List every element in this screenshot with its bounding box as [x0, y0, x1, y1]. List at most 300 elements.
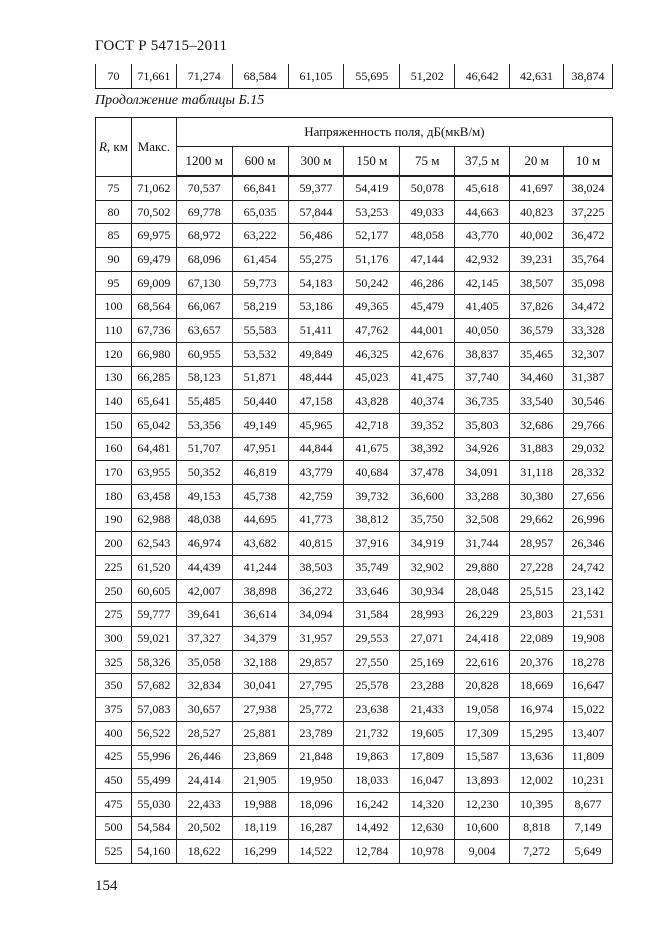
distance-cell: 90 — [96, 248, 132, 272]
value-cell: 37,740 — [455, 366, 510, 390]
value-cell: 8,677 — [564, 792, 613, 816]
value-cell: 58,123 — [176, 366, 232, 390]
value-cell: 44,001 — [400, 319, 455, 343]
value-cell: 7,149 — [564, 816, 613, 840]
value-cell: 21,531 — [564, 603, 613, 627]
value-cell: 19,058 — [455, 698, 510, 722]
column-header-height: 1200 м — [176, 147, 232, 177]
value-cell: 60,605 — [131, 579, 176, 603]
value-cell: 12,784 — [344, 840, 400, 864]
prev-row-cell: 70 — [96, 64, 132, 89]
distance-cell: 375 — [96, 698, 132, 722]
value-cell: 39,231 — [510, 248, 564, 272]
table-row — [96, 816, 613, 840]
value-cell: 49,849 — [288, 342, 344, 366]
document-header: ГОСТ Р 54715–2011 — [95, 38, 228, 54]
distance-cell: 475 — [96, 792, 132, 816]
value-cell: 14,522 — [288, 840, 344, 864]
prev-row-cell: 38,874 — [563, 64, 612, 89]
value-cell: 46,325 — [344, 342, 400, 366]
value-cell: 29,662 — [510, 508, 564, 532]
value-cell: 45,023 — [344, 366, 400, 390]
distance-cell: 250 — [96, 579, 132, 603]
column-header-height: 75 м — [400, 147, 455, 177]
value-cell: 22,616 — [455, 650, 510, 674]
value-cell: 29,880 — [455, 556, 510, 580]
value-cell: 38,503 — [288, 556, 344, 580]
value-cell: 18,033 — [344, 769, 400, 793]
value-cell: 49,033 — [400, 200, 455, 224]
value-cell: 27,795 — [288, 674, 344, 698]
value-cell: 40,815 — [288, 532, 344, 556]
value-cell: 18,096 — [288, 792, 344, 816]
value-cell: 28,527 — [176, 721, 232, 745]
value-cell: 43,828 — [344, 390, 400, 414]
value-cell: 19,605 — [400, 721, 455, 745]
prev-row-cell: 71,661 — [131, 64, 176, 89]
table-row — [96, 390, 613, 414]
value-cell: 36,472 — [564, 224, 613, 248]
value-cell: 27,550 — [344, 650, 400, 674]
value-cell: 37,826 — [510, 295, 564, 319]
value-cell: 40,374 — [400, 390, 455, 414]
value-cell: 35,058 — [176, 650, 232, 674]
table-row — [96, 437, 613, 461]
value-cell: 37,916 — [344, 532, 400, 556]
value-cell: 49,149 — [232, 413, 288, 437]
value-cell: 35,803 — [455, 413, 510, 437]
value-cell: 43,770 — [455, 224, 510, 248]
value-cell: 47,762 — [344, 319, 400, 343]
value-cell: 46,819 — [232, 461, 288, 485]
value-cell: 50,078 — [400, 176, 455, 200]
value-cell: 63,222 — [232, 224, 288, 248]
table-row — [96, 319, 613, 343]
value-cell: 35,465 — [510, 342, 564, 366]
value-cell: 21,433 — [400, 698, 455, 722]
value-cell: 38,024 — [564, 176, 613, 200]
table-row — [96, 721, 613, 745]
distance-cell: 225 — [96, 556, 132, 580]
value-cell: 27,656 — [564, 484, 613, 508]
value-cell: 22,433 — [176, 792, 232, 816]
value-cell: 10,231 — [564, 769, 613, 793]
value-cell: 66,841 — [232, 176, 288, 200]
value-cell: 54,584 — [131, 816, 176, 840]
value-cell: 38,507 — [510, 271, 564, 295]
value-cell: 28,993 — [400, 603, 455, 627]
value-cell: 37,225 — [564, 200, 613, 224]
value-cell: 35,750 — [400, 508, 455, 532]
value-cell: 41,475 — [400, 366, 455, 390]
table-row — [96, 295, 613, 319]
value-cell: 51,176 — [344, 248, 400, 272]
value-cell: 51,871 — [232, 366, 288, 390]
value-cell: 53,532 — [232, 342, 288, 366]
value-cell: 9,004 — [455, 840, 510, 864]
value-cell: 15,587 — [455, 745, 510, 769]
value-cell: 54,160 — [131, 840, 176, 864]
value-cell: 30,657 — [176, 698, 232, 722]
value-cell: 45,618 — [455, 176, 510, 200]
prev-row-cell: 42,631 — [510, 64, 564, 89]
value-cell: 34,472 — [564, 295, 613, 319]
value-cell: 28,957 — [510, 532, 564, 556]
table-row — [96, 366, 613, 390]
value-cell: 17,809 — [400, 745, 455, 769]
value-cell: 41,697 — [510, 176, 564, 200]
value-cell: 13,893 — [455, 769, 510, 793]
value-cell: 29,766 — [564, 413, 613, 437]
value-cell: 15,295 — [510, 721, 564, 745]
value-cell: 60,955 — [176, 342, 232, 366]
value-cell: 53,186 — [288, 295, 344, 319]
value-cell: 55,583 — [232, 319, 288, 343]
value-cell: 58,326 — [131, 650, 176, 674]
value-cell: 14,492 — [344, 816, 400, 840]
value-cell: 55,030 — [131, 792, 176, 816]
value-cell: 12,230 — [455, 792, 510, 816]
value-cell: 55,996 — [131, 745, 176, 769]
value-cell: 42,676 — [400, 342, 455, 366]
value-cell: 41,773 — [288, 508, 344, 532]
value-cell: 34,379 — [232, 627, 288, 651]
value-cell: 71,062 — [131, 176, 176, 200]
value-cell: 48,038 — [176, 508, 232, 532]
table-row — [96, 461, 613, 485]
table-row — [96, 532, 613, 556]
value-cell: 55,275 — [288, 248, 344, 272]
value-cell: 31,387 — [564, 366, 613, 390]
value-cell: 26,996 — [564, 508, 613, 532]
value-cell: 38,898 — [232, 579, 288, 603]
value-cell: 37,327 — [176, 627, 232, 651]
value-cell: 13,407 — [564, 721, 613, 745]
value-cell: 66,285 — [131, 366, 176, 390]
table-caption: Продолжение таблицы Б.15 — [95, 93, 265, 108]
value-cell: 29,857 — [288, 650, 344, 674]
value-cell: 67,736 — [131, 319, 176, 343]
value-cell: 66,980 — [131, 342, 176, 366]
value-cell: 63,955 — [131, 461, 176, 485]
value-cell: 34,926 — [455, 437, 510, 461]
distance-cell: 95 — [96, 271, 132, 295]
value-cell: 25,169 — [400, 650, 455, 674]
value-cell: 33,288 — [455, 484, 510, 508]
distance-cell: 500 — [96, 816, 132, 840]
value-cell: 40,684 — [344, 461, 400, 485]
value-cell: 37,478 — [400, 461, 455, 485]
value-cell: 11,809 — [564, 745, 613, 769]
table-row — [96, 650, 613, 674]
distance-cell: 190 — [96, 508, 132, 532]
value-cell: 57,083 — [131, 698, 176, 722]
value-cell: 59,777 — [131, 603, 176, 627]
value-cell: 68,972 — [176, 224, 232, 248]
prev-row-cell: 68,584 — [232, 64, 288, 89]
value-cell: 31,957 — [288, 627, 344, 651]
data-table — [95, 117, 613, 864]
value-cell: 59,377 — [288, 176, 344, 200]
value-cell: 33,328 — [564, 319, 613, 343]
value-cell: 27,228 — [510, 556, 564, 580]
value-cell: 66,067 — [176, 295, 232, 319]
value-cell: 26,229 — [455, 603, 510, 627]
value-cell: 32,834 — [176, 674, 232, 698]
table-row — [96, 627, 613, 651]
value-cell: 12,002 — [510, 769, 564, 793]
value-cell: 30,041 — [232, 674, 288, 698]
value-cell: 48,058 — [400, 224, 455, 248]
distance-cell: 100 — [96, 295, 132, 319]
value-cell: 64,481 — [131, 437, 176, 461]
value-cell: 24,742 — [564, 556, 613, 580]
value-cell: 54,183 — [288, 271, 344, 295]
value-cell: 5,649 — [564, 840, 613, 864]
table-row — [96, 579, 613, 603]
value-cell: 25,515 — [510, 579, 564, 603]
value-cell: 30,934 — [400, 579, 455, 603]
value-cell: 16,287 — [288, 816, 344, 840]
value-cell: 10,978 — [400, 840, 455, 864]
value-cell: 36,579 — [510, 319, 564, 343]
table-row — [96, 745, 613, 769]
distance-cell: 300 — [96, 627, 132, 651]
distance-cell: 75 — [96, 176, 132, 200]
distance-cell: 160 — [96, 437, 132, 461]
value-cell: 16,047 — [400, 769, 455, 793]
value-cell: 18,119 — [232, 816, 288, 840]
value-cell: 68,096 — [176, 248, 232, 272]
value-cell: 45,965 — [288, 413, 344, 437]
distance-cell: 150 — [96, 413, 132, 437]
value-cell: 42,759 — [288, 484, 344, 508]
value-cell: 43,779 — [288, 461, 344, 485]
column-header-distance: R, км — [96, 118, 132, 177]
value-cell: 24,414 — [176, 769, 232, 793]
prev-row-cell: 61,105 — [288, 64, 344, 89]
value-cell: 35,098 — [564, 271, 613, 295]
value-cell: 30,380 — [510, 484, 564, 508]
value-cell: 32,508 — [455, 508, 510, 532]
value-cell: 47,158 — [288, 390, 344, 414]
value-cell: 19,908 — [564, 627, 613, 651]
value-cell: 19,988 — [232, 792, 288, 816]
table-row — [96, 176, 613, 200]
value-cell: 17,309 — [455, 721, 510, 745]
value-cell: 53,253 — [344, 200, 400, 224]
value-cell: 55,499 — [131, 769, 176, 793]
table-row — [96, 674, 613, 698]
value-cell: 25,578 — [344, 674, 400, 698]
value-cell: 31,118 — [510, 461, 564, 485]
value-cell: 69,479 — [131, 248, 176, 272]
table-row — [96, 484, 613, 508]
value-cell: 14,320 — [400, 792, 455, 816]
value-cell: 8,818 — [510, 816, 564, 840]
value-cell: 41,675 — [344, 437, 400, 461]
column-header-height: 300 м — [288, 147, 344, 177]
value-cell: 16,974 — [510, 698, 564, 722]
value-cell: 29,032 — [564, 437, 613, 461]
value-cell: 28,332 — [564, 461, 613, 485]
value-cell: 34,091 — [455, 461, 510, 485]
value-cell: 52,177 — [344, 224, 400, 248]
value-cell: 22,089 — [510, 627, 564, 651]
value-cell: 13,636 — [510, 745, 564, 769]
value-cell: 21,732 — [344, 721, 400, 745]
value-cell: 36,272 — [288, 579, 344, 603]
value-cell: 70,537 — [176, 176, 232, 200]
value-cell: 38,837 — [455, 342, 510, 366]
value-cell: 26,346 — [564, 532, 613, 556]
distance-cell: 425 — [96, 745, 132, 769]
value-cell: 33,540 — [510, 390, 564, 414]
distance-cell: 130 — [96, 366, 132, 390]
distance-cell: 450 — [96, 769, 132, 793]
value-cell: 50,440 — [232, 390, 288, 414]
value-cell: 24,418 — [455, 627, 510, 651]
table-row — [96, 556, 613, 580]
value-cell: 63,657 — [176, 319, 232, 343]
value-cell: 54,419 — [344, 176, 400, 200]
value-cell: 44,695 — [232, 508, 288, 532]
value-cell: 44,844 — [288, 437, 344, 461]
value-cell: 10,600 — [455, 816, 510, 840]
value-cell: 68,564 — [131, 295, 176, 319]
value-cell: 63,458 — [131, 484, 176, 508]
value-cell: 45,479 — [400, 295, 455, 319]
table-row — [96, 840, 613, 864]
value-cell: 58,219 — [232, 295, 288, 319]
value-cell: 40,050 — [455, 319, 510, 343]
value-cell: 49,365 — [344, 295, 400, 319]
value-cell: 25,881 — [232, 721, 288, 745]
value-cell: 53,356 — [176, 413, 232, 437]
value-cell: 59,773 — [232, 271, 288, 295]
table-row — [96, 200, 613, 224]
value-cell: 18,669 — [510, 674, 564, 698]
value-cell: 56,486 — [288, 224, 344, 248]
value-cell: 38,812 — [344, 508, 400, 532]
value-cell: 43,682 — [232, 532, 288, 556]
column-header-height: 37,5 м — [455, 147, 510, 177]
value-cell: 42,718 — [344, 413, 400, 437]
value-cell: 31,883 — [510, 437, 564, 461]
value-cell: 51,411 — [288, 319, 344, 343]
value-cell: 19,863 — [344, 745, 400, 769]
value-cell: 16,647 — [564, 674, 613, 698]
table-row — [96, 508, 613, 532]
value-cell: 42,007 — [176, 579, 232, 603]
column-header-height: 10 м — [564, 147, 613, 177]
value-cell: 42,932 — [455, 248, 510, 272]
value-cell: 31,584 — [344, 603, 400, 627]
column-header-height: 150 м — [344, 147, 400, 177]
value-cell: 36,600 — [400, 484, 455, 508]
table-row — [96, 271, 613, 295]
value-cell: 36,735 — [455, 390, 510, 414]
distance-cell: 110 — [96, 319, 132, 343]
value-cell: 39,732 — [344, 484, 400, 508]
value-cell: 10,395 — [510, 792, 564, 816]
value-cell: 34,919 — [400, 532, 455, 556]
value-cell: 16,299 — [232, 840, 288, 864]
value-cell: 20,376 — [510, 650, 564, 674]
table-row — [96, 769, 613, 793]
value-cell: 46,286 — [400, 271, 455, 295]
distance-cell: 400 — [96, 721, 132, 745]
value-cell: 21,905 — [232, 769, 288, 793]
value-cell: 30,546 — [564, 390, 613, 414]
page-number: 154 — [95, 878, 118, 894]
value-cell: 50,352 — [176, 461, 232, 485]
value-cell: 46,974 — [176, 532, 232, 556]
distance-cell: 200 — [96, 532, 132, 556]
value-cell: 15,022 — [564, 698, 613, 722]
distance-cell: 120 — [96, 342, 132, 366]
value-cell: 7,272 — [510, 840, 564, 864]
distance-cell: 180 — [96, 484, 132, 508]
value-cell: 57,844 — [288, 200, 344, 224]
value-cell: 41,405 — [455, 295, 510, 319]
value-cell: 26,446 — [176, 745, 232, 769]
value-cell: 69,009 — [131, 271, 176, 295]
value-cell: 35,764 — [564, 248, 613, 272]
value-cell: 34,460 — [510, 366, 564, 390]
value-cell: 25,772 — [288, 698, 344, 722]
value-cell: 27,938 — [232, 698, 288, 722]
distance-cell: 325 — [96, 650, 132, 674]
value-cell: 40,002 — [510, 224, 564, 248]
table-row — [96, 413, 613, 437]
value-cell: 51,707 — [176, 437, 232, 461]
value-cell: 19,950 — [288, 769, 344, 793]
value-cell: 29,553 — [344, 627, 400, 651]
value-cell: 42,145 — [455, 271, 510, 295]
value-cell: 61,520 — [131, 556, 176, 580]
value-cell: 20,828 — [455, 674, 510, 698]
column-header-height: 600 м — [232, 147, 288, 177]
value-cell: 23,789 — [288, 721, 344, 745]
value-cell: 67,130 — [176, 271, 232, 295]
column-group-header: Напряженность поля, дБ(мкВ/м) — [176, 118, 612, 147]
value-cell: 44,439 — [176, 556, 232, 580]
value-cell: 35,749 — [344, 556, 400, 580]
distance-cell: 275 — [96, 603, 132, 627]
distance-cell: 350 — [96, 674, 132, 698]
value-cell: 23,288 — [400, 674, 455, 698]
table-row — [96, 698, 613, 722]
distance-cell: 170 — [96, 461, 132, 485]
value-cell: 23,638 — [344, 698, 400, 722]
value-cell: 39,352 — [400, 413, 455, 437]
value-cell: 47,144 — [400, 248, 455, 272]
value-cell: 61,454 — [232, 248, 288, 272]
value-cell: 57,682 — [131, 674, 176, 698]
value-cell: 23,803 — [510, 603, 564, 627]
value-cell: 18,278 — [564, 650, 613, 674]
table-row — [96, 342, 613, 366]
table-row — [96, 603, 613, 627]
value-cell: 56,522 — [131, 721, 176, 745]
value-cell: 65,042 — [131, 413, 176, 437]
value-cell: 49,153 — [176, 484, 232, 508]
value-cell: 65,035 — [232, 200, 288, 224]
distance-cell: 80 — [96, 200, 132, 224]
value-cell: 27,071 — [400, 627, 455, 651]
value-cell: 20,502 — [176, 816, 232, 840]
